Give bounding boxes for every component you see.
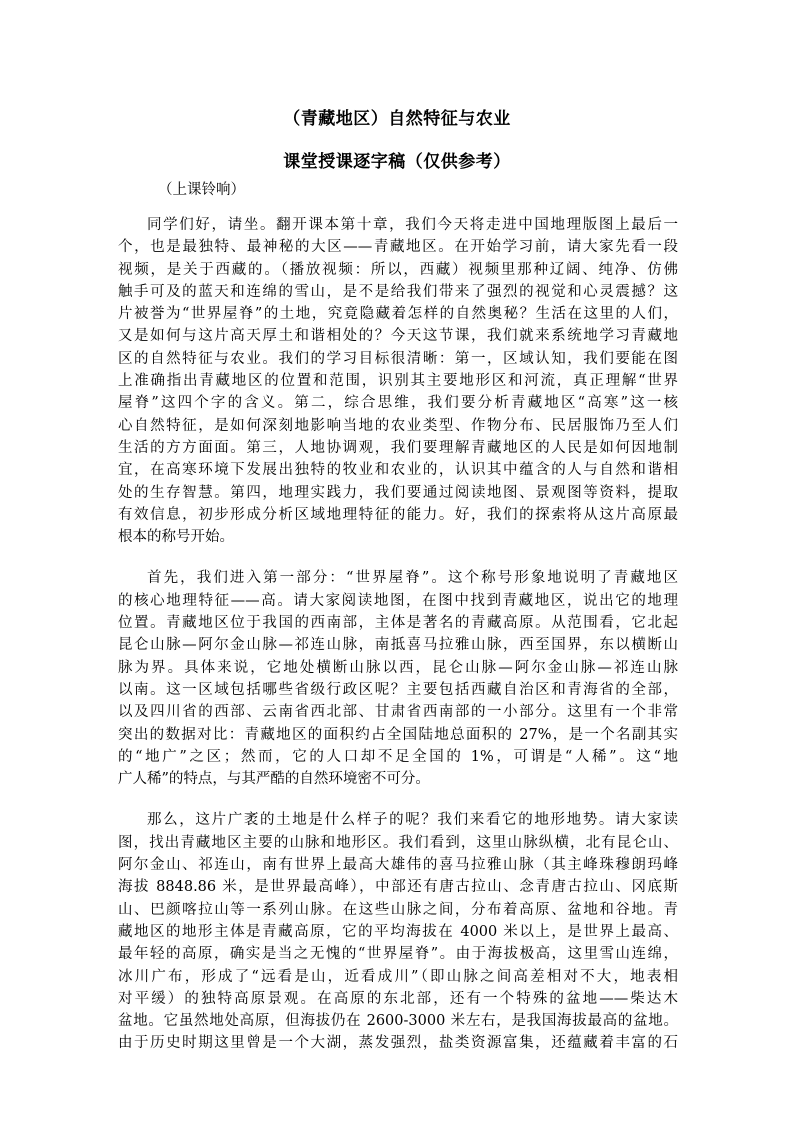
paragraph-line: 个，也是最独特、最神秘的大区——青藏地区。在开始学习前，请大家先看一段 [118,239,678,256]
paragraph [118,809,678,1054]
paragraph-line: 广人稀”的特点，与其严酷的自然环境密不可分。 [118,771,430,788]
paragraph [118,214,678,548]
paragraph-line: 上准确指出青藏地区的位置和范围，识别其主要地形区和河流，真正理解“世界 [118,373,678,390]
paragraph-line: 同学们好，请坐。翻开课本第十章，我们今天将走进中国地理版图上最后一 [147,217,678,233]
paragraph-line: 位置。青藏地区位于我国的西南部，主体是著名的青藏高原。从范围看，它北起 [118,615,678,632]
paragraph-line: 心自然特征，是如何深刻地影响当地的农业类型、作物分布、民居服饰乃至人们 [118,417,678,434]
paragraph-line: 的核心地理特征——高。请大家阅读地图，在图中找到青藏地区，说出它的地理 [118,592,678,609]
paragraph-line: 藏地区的地形主体是青藏高原，它的平均海拔在 4000 米以上，是世界上最高、 [118,923,678,940]
stage-cue: （上课铃响） [158,182,245,198]
paragraph-line: 处的生存智慧。第四，地理实践力，我们要通过阅读地图、景观图等资料，提取 [118,484,678,501]
paragraph-line: 区的自然特征与农业。我们的学习目标很清晰：第一，区域认知，我们要能在图 [118,350,678,367]
transcript-body [118,214,678,1074]
paragraph-line: 以及四川省的西部、云南省西北部、甘肃省西南部的一小部分。这里有一个非常 [118,704,678,721]
paragraph-line: 以南。这一区域包括哪些省级行政区呢？主要包括西藏自治区和青海省的全部， [118,681,678,698]
paragraph-line: 突出的数据对比：青藏地区的面积约占全国陆地总面积的 27%，是一个名副其实 [118,726,678,743]
paragraph-line: 脉为界。具体来说，它地处横断山脉以西，昆仑山脉—阿尔金山脉—祁连山脉 [118,659,678,676]
paragraph-line: 由于历史时期这里曾是一个大湖，蒸发强烈，盐类资源富集，还蕴藏着丰富的石 [118,1035,678,1052]
paragraph-line: 盆地。它虽然地处高原，但海拔仍在 2600-3000 米左右，是我国海拔最高的盆地。 [118,1013,678,1030]
paragraph-line: 片被誉为“世界屋脊”的土地，究竟隐藏着怎样的自然奥秘？生活在这里的人们， [118,306,678,323]
paragraph-line: 山、巴颜喀拉山等一系列山脉。在这些山脉之间，分布着高原、盆地和谷地。青 [118,901,678,918]
paragraph-line: 阿尔金山、祁连山，南有世界上最高大雄伟的喜马拉雅山脉（其主峰珠穆朗玛峰 [118,857,678,874]
paragraph-line: 图，找出青藏地区主要的山脉和地形区。我们看到，这里山脉纵横，北有昆仑山、 [118,834,678,851]
paragraph-line: 屋脊”这四个字的含义。第二，综合思维，我们要分析青藏地区“高寒”这一核 [118,395,678,412]
paragraph-line: 那么，这片广袤的土地是什么样子的呢？我们来看它的地形地势。请大家读 [147,812,678,829]
document-title: （青藏地区）自然特征与农业 [283,109,511,129]
paragraph-line: 冰川广布，形成了“远看是山，近看成川”（即山脉之间高差相对不大，地表相 [118,968,678,985]
paragraph-line: 触手可及的蓝天和连绵的雪山，是不是给我们带来了强烈的视觉和心灵震撼？这 [118,283,678,300]
paragraph-line: 的“地广”之区；然而，它的人口却不足全国的 1%，可谓是“人稀”。这“地 [118,748,678,765]
paragraph-line: 首先，我们进入第一部分：“世界屋脊”。这个称号形象地说明了青藏地区 [147,570,678,587]
paragraph-line: 最年轻的高原，确实是当之无愧的“世界屋脊”。由于海拔极高，这里雪山连绵， [118,946,678,963]
paragraph-line: 又是如何与这片高天厚土和谐相处的？今天这节课，我们就来系统地学习青藏地 [118,328,678,345]
paragraph-line: 宜，在高寒环境下发展出独特的牧业和农业的，认识其中蕴含的人与自然和谐相 [118,462,678,479]
paragraph-line: 根本的称号开始。 [118,529,234,546]
document-subtitle: 课堂授课逐字稿（仅供参考） [283,152,511,172]
paragraph-line: 昆仑山脉—阿尔金山脉—祁连山脉，南抵喜马拉雅山脉，西至国界，东以横断山 [118,637,678,654]
paragraph-line: 生活的方方面面。第三，人地协调观，我们要理解青藏地区的人民是如何因地制 [118,439,678,456]
paragraph-line: 海拔 8848.86 米，是世界最高峰），中部还有唐古拉山、念青唐古拉山、冈底斯 [118,879,678,896]
paragraph-line: 对平缓）的独特高原景观。在高原的东北部，还有一个特殊的盆地——柴达木 [118,990,678,1007]
paragraph [118,567,678,790]
paragraph-line: 视频，是关于西藏的。（播放视频：所以，西藏）视频里那种辽阔、纯净、仿佛 [118,261,678,278]
paragraph-line: 有效信息，初步形成分析区域地理特征的能力。好，我们的探索将从这片高原最 [118,506,678,523]
